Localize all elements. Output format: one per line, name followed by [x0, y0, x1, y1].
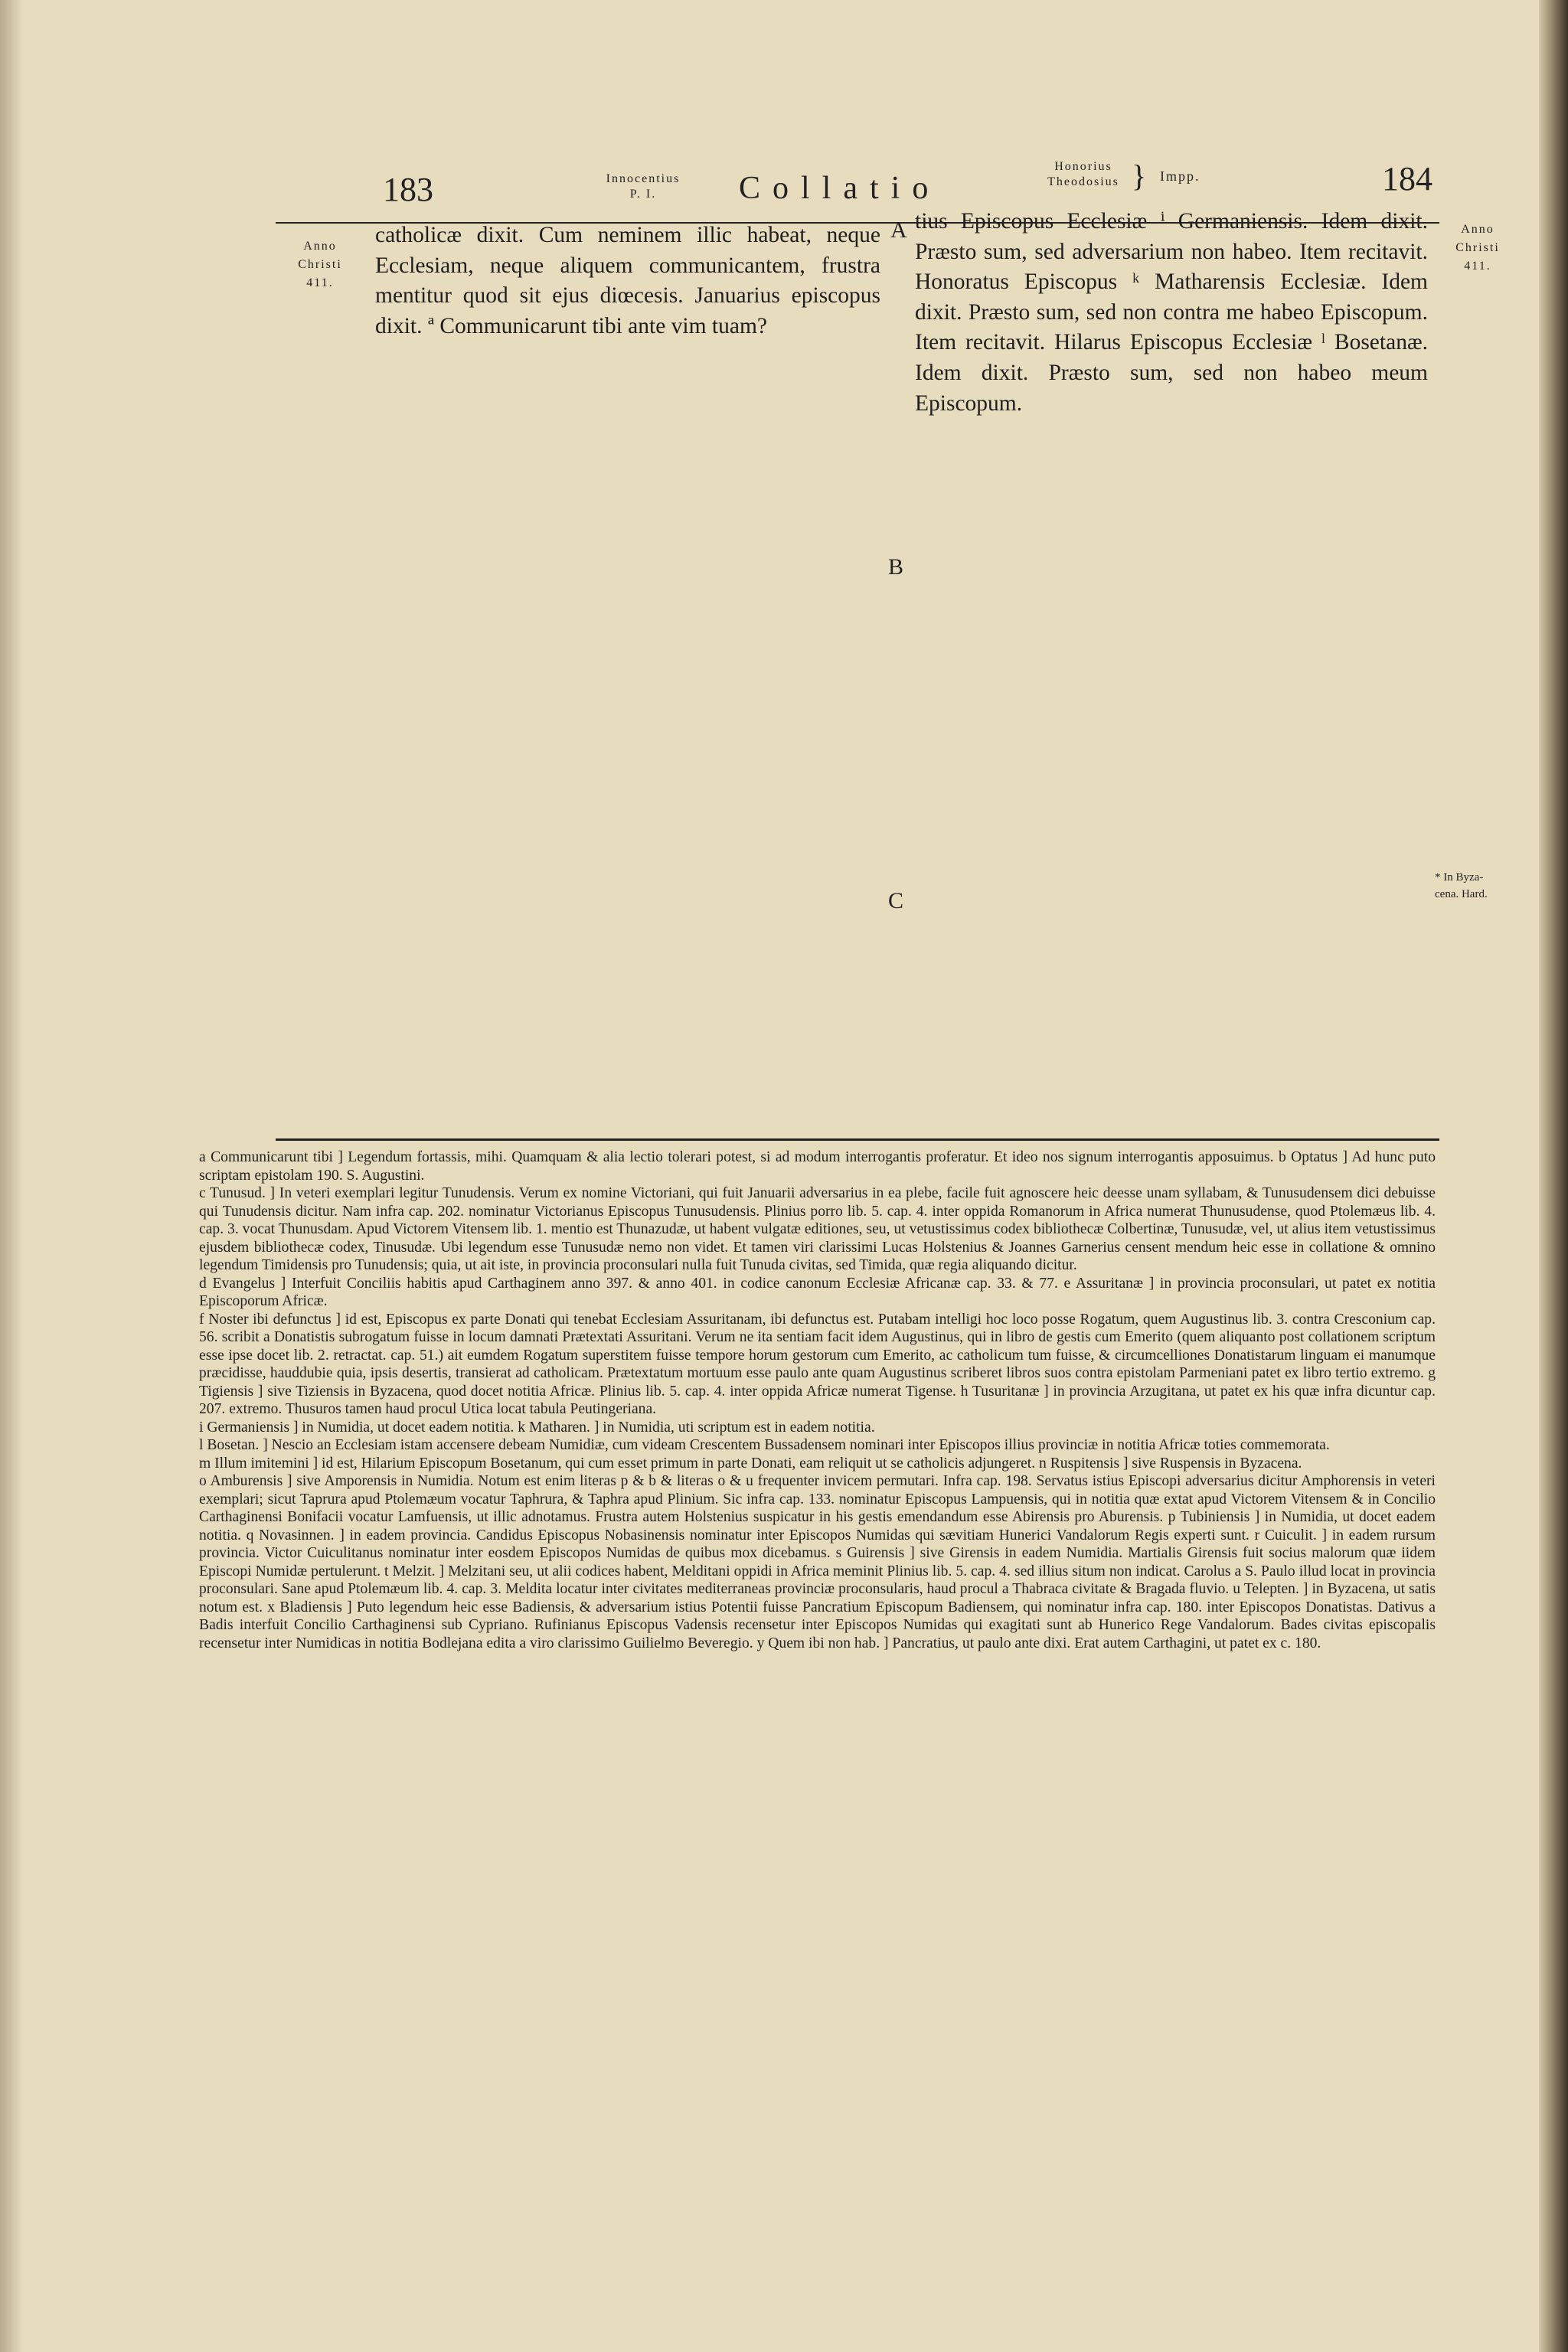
right-page-number: 184 [1382, 160, 1432, 198]
footnote: d Evangelus ] Interfuit Conciliis habitis apud Carthaginem anno 397. & anno 401. in codice canonum Ecclesiæ Africanæ cap. 33. & 77. e Assuritanæ ] in provincia proconsulari, ut patet ex notitia Episcoporum Africæ. [199, 1275, 1436, 1309]
footnote: i Germaniensis ] in Numidia, ut docet eadem notitia. k Matharen. ] in Numidia, uti scriptum est in eadem notitia. [199, 1419, 875, 1436]
margin-letter-b: B [888, 554, 904, 580]
page-title: Collatio [739, 171, 941, 206]
book-edge [1539, 0, 1568, 2352]
left-paragraph: catholicæ dixit. Cum neminem illic habeat, neque Ecclesiam, neque aliquem communicantem, frustra mentitur quod sit ejus diœcesis. Januarius episcopus dixit. ª Communicarunt tibi ante vim tuam? [375, 223, 880, 338]
left-year-line: 411. [306, 276, 334, 289]
right-year-margin [1439, 220, 1516, 276]
footnote: m Illum imitemini ] id est, Hilarium Episcopum Bosetanum, qui cum esset primum in parte Donati, eam reliquit ut se catholicis adjungeret. n Ruspitensis ] sive Ruspensis in Byzacena. [199, 1455, 1302, 1472]
side-note-line-1: * In Byza- [1435, 871, 1484, 884]
left-page-number: 183 [383, 171, 433, 208]
footnote-separator-rule [276, 1138, 1439, 1141]
right-running-line-1: Honorius [1054, 160, 1112, 173]
footnote: o Amburensis ] sive Amporensis in Numidia. Notum est enim literas p & b & literas o & u frequenter invicem permutari. Infra cap. 198. Servatus istius Episcopi adversarius dicitur Amphorensis in veteri exemplari; sicut Taprura apud Ptolemæum vocatur Taphrura, & Taphra apud Plinium. Sic infra cap. 133. nominatur Episcopus Lampuensis, qui in notitia quæ extat apud Victorem Vitensem & in Concilio Carthaginensi Bonifacii vocatur Lamfuensis, ut illic adnotamus. Frustra autem Holstenius suspicatur in his gestis emendandum esse Abirensis pro Aburensis. p Tubiniensis ] in Numidia, ut docet eadem notitia. q Novasinnen. ] in eadem provincia. Candidus Episcopus Nobasinensis nominatur inter Episcopos Numidas qui sævitiam Hunerici Vandalorum Regis experti sunt. r Cuiculit. ] in eadem rursum provincia. Victor Cuiculitanus nominatur inter eosdem Episcopos Numidas de quibus mox dicebamus. s Guirensis ] sive Girensis in eadem Numidia. Martialis Girensis fuit socius malorum quæ iidem Episcopi Numidæ pertulerunt. t Melzit. ] Melzitani seu, ut alii codices habent, Melditani oppidi in Africa meminit Plinius lib. 5. cap. 4. sed illius situm non indicat. Carolus a S. Paulo illud locat in provincia proconsulari. Sane apud Ptolemæum lib. 4. cap. 3. Meldita locatur inter civitates mediterraneas provinciæ proconsularis, haud procul a Thabraca civitate & Bragada fluvio. u Telepten. ] in Byzacena, ut satis notum est. x Bladiensis ] Puto legendum heic esse Badiensis, & adversarium istius Potentii fuisse Pancratium Episcopum Badiensem, qui nominatur infra cap. 180. inter Episcopos Donatistas. Dativus a Badis interfuit Concilio Carthaginensi sub Cypriano. Rufinianus Episcopus Vadensis recensetur inter Episcopos Numidas qui exagitati sunt ab Hunerico Rege Vandalorum. Bades civitas episcopalis recensetur inter Numidicas in notitia Bodlejana edita a viro clarissimo Guilielmo Beveregio. y Quem ibi non hab. ] Pancratius, ut paulo ante dixi. Erat autem Carthagini, ut patet ex c. 180. [199, 1473, 1436, 1651]
footnote: f Noster ibi defunctus ] id est, Episcopus ex parte Donati qui tenebat Ecclesiam Assuritanam, ibi defunctus est. Putabam intelligi hoc loco posse Rogatum, quem Augustinus lib. 3. contra Cresconium cap. 56. scribit a Donatistis subrogatum fuisse in locum damnati Prætextati Assuritani. Verum ne ita sentiam facit idem Augustinus, qui in libro de gestis cum Emerito (quem aliquanto post collationem scriptum esse ipse docet lib. 2. retractat. cap. 51.) ait eumdem Rogatum superstitem fuisse tempore horum gestorum cum Emerito, ac catholicum tum fuisse, & circumcelliones Donatistarum linguam ei manumque præcidisse, hauddubie quia, ipsis desertis, transierat ad catholicam. Prætextatum mortuum esse paulo ante quam Augustinus scriberet libros suos contra epistolam Parmeniani patet ex libro tertio extremo. g Tigiensis ] sive Tiziensis in Byzacena, quod docet notitia Africæ. Plinius lib. 5. cap. 4. inter oppida Africæ numerat Tigense. h Tusuritanæ ] in provincia Arzugitana, ut patet ex his quæ infra dicuntur cap. 207. extremo. Thusuros tamen haud procul Utica locat tabula Peutingeriana. [199, 1311, 1436, 1417]
gutter-shadow [0, 0, 23, 2352]
right-running-impp: Impp. [1160, 168, 1200, 184]
running-header [0, 153, 1531, 214]
footnotes [199, 1148, 1436, 1652]
footnote: c Tunusud. ] In veteri exemplari legitur Tunudensis. Verum ex nomine Victoriani, qui fuit Januarii adversarius in ea plebe, facile fuit agnoscere heic deesse unam syllabam, & Tunusudensem dici debuisse qui Tunudensis dicitur. Nam infra cap. 202. nominatur Victorianus Episcopus Tunusudensis. Plinius porro lib. 5. cap. 4. inter oppida Romanorum in Africa numerat Thunusudense, quod Ptolemæus lib. 4. cap. 3. vocat Thunusdam. Apud Victorem Vitensem lib. 1. mentio est Thunazudæ, ut habent vulgatæ editiones, seu, ut vetustissimus codex bibliothecæ Colbertinæ, Tunusudæ, vel, ut alius item vetustissimus ejusdem bibliothecæ codex, Tinusudæ. Ubi legendum esse Tunusudæ nemo non videt. Et tamen viri clarissimi Lucas Holstenius & Joannes Garnerius censent mendum heic esse in collatione & omnino legendum Timidensis pro Tunudensis; quia, ut ait iste, in provincia proconsulari nulla fuit Tunuda civitas, sed Timida, quæ regia aliquando dicitur. [199, 1185, 1436, 1273]
footnote: l Bosetan. ] Nescio an Ecclesiam istam accensere debeam Numidiæ, cum videam Crescentem Bussadensem nominari inter Episcopos illius provinciæ in notitia Africæ toties commemorata. [199, 1437, 1330, 1453]
left-running-title [570, 172, 716, 202]
left-anno-line: Anno [303, 240, 337, 253]
right-paragraph: tius Episcopus Ecclesiæ ⁱ Germaniensis. Idem dixit. Præsto sum, sed adversarium non habeo. Item recitavit. Honoratus Episcopus ᵏ Matharensis Ecclesiæ. Idem dixit. Præsto sum, sed non contra me habeo Episcopum. Item recitavit. Hilarus Episcopus Ecclesiæ ˡ Bosetanæ. Idem dixit. Præsto sum, sed non habeo meum Episcopum. [915, 209, 1428, 416]
right-running-title [1034, 159, 1133, 190]
left-christi-line: Christi [298, 258, 342, 271]
left-running-line-1: Innocentius [606, 172, 681, 185]
margin-letter-a: A [890, 217, 907, 243]
right-text-column [915, 207, 1428, 419]
right-running-line-2: Theodosius [1047, 175, 1119, 188]
left-running-line-2: P. I. [629, 188, 657, 201]
left-year-margin [282, 237, 358, 292]
right-christi-line: Christi [1455, 241, 1500, 254]
brace-glyph: } [1132, 158, 1147, 193]
side-note-line-2: cena. Hard. [1435, 888, 1488, 900]
footnote: a Communicarunt tibi ] Legendum fortassis, mihi. Quamquam & alia lectio tolerari potest, si ad modum interrogantis proferatur. Et ideo nos signum interrogantis apposuimus. b Optatus ] Ad hunc puto scriptam epistolam 190. S. Augustini. [199, 1149, 1436, 1184]
right-year-line: 411. [1464, 260, 1491, 273]
margin-side-note [1435, 869, 1519, 903]
left-text-column [375, 220, 880, 341]
margin-letter-c: C [888, 888, 904, 913]
right-anno-line: Anno [1461, 223, 1494, 236]
